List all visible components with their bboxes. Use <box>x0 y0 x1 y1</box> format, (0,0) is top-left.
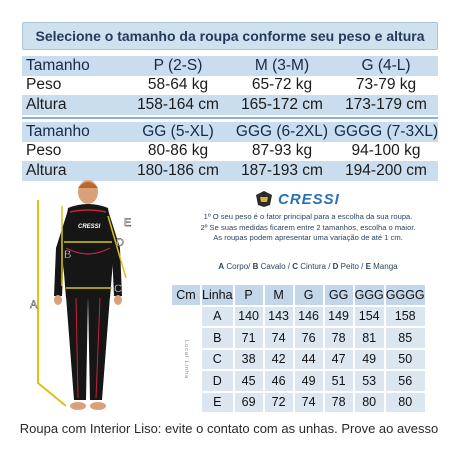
size-cell: P (2-S) <box>126 56 230 76</box>
weight-cell: 87-93 kg <box>230 142 334 162</box>
size-cell: GG (5-XL) <box>126 122 230 142</box>
height-cell: 180-186 cm <box>126 161 230 181</box>
weight-label: Peso <box>22 76 126 96</box>
linha-header: Linha <box>202 285 233 305</box>
note-line: 1º O seu peso é o fator principal para a escolha da sua roupa. <box>203 212 413 221</box>
table-cell: 85 <box>386 328 425 348</box>
column-header: GG <box>325 285 353 305</box>
row-label: D <box>202 371 233 391</box>
table-cell: 158 <box>386 307 425 327</box>
table-cell: 49 <box>295 371 323 391</box>
size-cell: GGGG (7-3XL) <box>334 122 438 140</box>
vertical-caption: Local Linha <box>183 339 189 379</box>
table-row <box>172 371 425 391</box>
legend-letter: C <box>292 262 298 271</box>
legend-text: Peito / <box>338 262 366 271</box>
table-cell: 45 <box>235 371 263 391</box>
legend-text: Corpo/ <box>224 262 253 271</box>
height-label: Altura <box>22 95 126 115</box>
table-cell: 53 <box>355 371 384 391</box>
model-left-foot <box>70 402 86 410</box>
height-row <box>22 95 438 115</box>
table-cell: 80 <box>386 393 425 413</box>
table-cell: 46 <box>265 371 293 391</box>
table-cell: 72 <box>265 393 293 413</box>
measurement-header-row <box>172 285 425 305</box>
note-line: As roupas podem apresentar uma variação de até 1 cm. <box>213 233 403 242</box>
table-cell: 140 <box>235 307 263 327</box>
weight-cell: 80-86 kg <box>126 142 230 162</box>
table-cell: 78 <box>325 393 353 413</box>
column-header: GGG <box>355 285 384 305</box>
table-cell: 154 <box>355 307 384 327</box>
legend-letter: A <box>218 262 225 271</box>
size-cell: GGG (6-2XL) <box>230 122 334 142</box>
table-cell: 51 <box>325 371 353 391</box>
table-cell: 38 <box>235 350 263 370</box>
footer-note: Roupa com Interior Liso: evite o contato com as unhas. Prove ao avesso <box>19 421 439 436</box>
table-row <box>172 393 425 413</box>
table-divider <box>22 117 438 119</box>
wetsuit-illustration <box>18 178 140 418</box>
table-cell: 50 <box>386 350 425 370</box>
weight-cell: 58-64 kg <box>126 76 230 96</box>
cm-header: Cm <box>172 285 200 305</box>
table-cell: 76 <box>295 328 323 348</box>
weight-row <box>22 142 438 162</box>
column-header: M <box>265 285 293 305</box>
table-cell: 47 <box>325 350 353 370</box>
weight-label: Peso <box>22 142 126 162</box>
table-cell: 42 <box>265 350 293 370</box>
size-cell: G (4-L) <box>334 56 438 76</box>
legend-text: Manga <box>370 262 398 271</box>
guide-letter-b: B <box>64 249 72 261</box>
model-hair <box>78 182 98 188</box>
guide-letter-d: D <box>116 237 124 249</box>
table-cell: 81 <box>355 328 384 348</box>
sizing-notes <box>168 212 448 244</box>
table-row <box>172 350 425 370</box>
height-cell: 194-200 cm <box>334 161 438 181</box>
legend-letter: B <box>252 262 259 271</box>
table-cell: 146 <box>295 307 323 327</box>
brand-name: CRESSI <box>278 190 340 208</box>
table-cell: 71 <box>235 328 263 348</box>
table-cell: 49 <box>355 350 384 370</box>
column-header: GGGG <box>386 285 425 305</box>
size-cell: M (3-M) <box>230 56 334 76</box>
table-cell: 69 <box>235 393 263 413</box>
wetsuit-model-figure <box>18 178 140 418</box>
table-cell: 80 <box>355 393 384 413</box>
guide-letter-c: C <box>114 283 122 295</box>
column-header: G <box>295 285 323 305</box>
table-cell: 74 <box>295 393 323 413</box>
height-label: Altura <box>22 161 126 181</box>
height-cell: 173-179 cm <box>334 95 438 115</box>
size-row <box>22 56 438 76</box>
legend-letter: D <box>332 262 339 271</box>
table-row <box>172 328 425 348</box>
height-cell: 158-164 cm <box>126 95 230 115</box>
size-chart-small <box>22 56 438 115</box>
model-right-hand <box>114 295 122 305</box>
measurement-legend <box>168 262 448 271</box>
column-header: P <box>235 285 263 305</box>
row-label: C <box>202 350 233 370</box>
guide-letter-a: A <box>30 299 38 311</box>
legend-text: Cintura / <box>297 262 333 271</box>
weight-row <box>22 76 438 96</box>
table-cell: 44 <box>295 350 323 370</box>
size-label: Tamanho <box>22 122 126 142</box>
table-cell: 78 <box>325 328 353 348</box>
model-left-hand <box>54 295 62 305</box>
row-label: A <box>202 307 233 327</box>
weight-cell: 65-72 kg <box>230 76 334 96</box>
page-title: Selecione o tamanho da roupa conforme seu peso e altura <box>22 22 438 50</box>
guide-letter-e: E <box>124 217 132 229</box>
height-cell: 187-193 cm <box>230 161 334 181</box>
table-cell: 149 <box>325 307 353 327</box>
weight-cell: 94-100 kg <box>334 142 438 162</box>
suit-chest-text: CRESSI <box>78 224 101 230</box>
weight-cell: 73-79 kg <box>334 76 438 96</box>
measurement-table <box>170 283 427 414</box>
legend-text: Cavalo / <box>258 262 293 271</box>
note-line: 2º Se suas medidas ficarem entre 2 tamanhos, escolha o maior. <box>200 222 416 232</box>
row-label: B <box>202 328 233 348</box>
table-cell: 74 <box>265 328 293 348</box>
brand-logo <box>255 190 340 208</box>
table-row <box>172 307 425 327</box>
height-cell: 165-172 cm <box>230 95 334 115</box>
size-label: Tamanho <box>22 56 126 76</box>
size-chart-large <box>22 122 438 181</box>
table-cell: 56 <box>386 371 425 391</box>
size-row <box>22 122 438 142</box>
cm-side-cell <box>172 307 200 413</box>
model-right-foot <box>90 402 106 410</box>
table-cell: 143 <box>265 307 293 327</box>
legend-letter: E <box>365 262 371 271</box>
row-label: E <box>202 393 233 413</box>
cressi-shield-icon <box>255 190 273 208</box>
